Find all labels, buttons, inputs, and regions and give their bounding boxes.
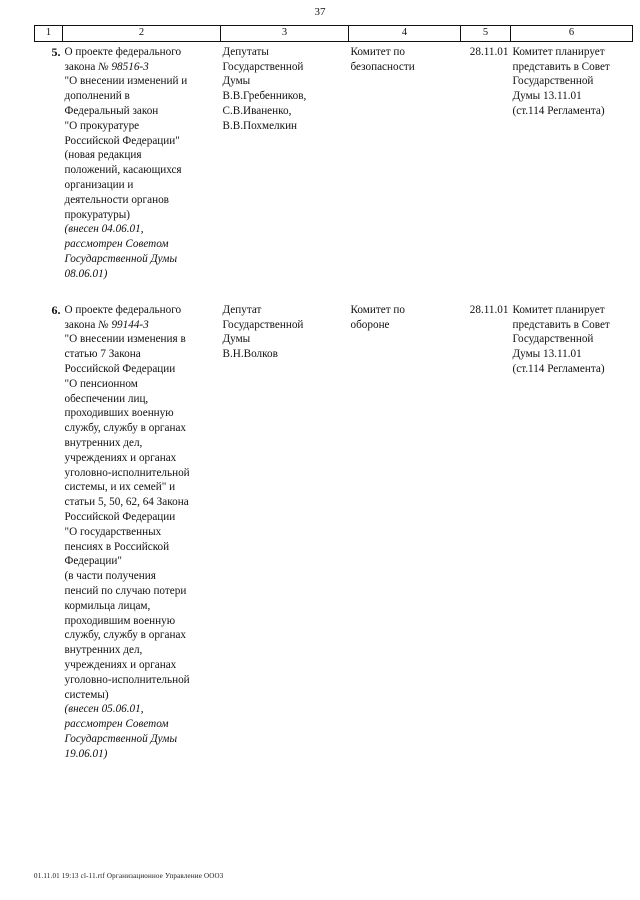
column-header-1: 1: [35, 26, 63, 42]
review-date: 28.11.01: [469, 45, 509, 58]
text-line: Думы 13.11.01: [512, 348, 582, 361]
text-line: службу, службу в органах: [64, 629, 187, 642]
text-line: Комитет планирует: [512, 303, 605, 316]
text-line: дополнений в: [64, 90, 130, 103]
bill-subject: [63, 41, 221, 300]
text-line: Думы 13.11.01: [512, 90, 582, 103]
responsible-committee: [349, 300, 461, 773]
text-line: внутренних дел,: [64, 436, 143, 449]
text-line: Депутаты: [222, 45, 269, 58]
text-line: системы): [64, 688, 109, 701]
text-line: (внесен 04.06.01,: [64, 223, 144, 236]
text-line: "О внесении изменений и: [64, 75, 188, 88]
text-line: Государственной: [222, 60, 304, 73]
text-line: Российской Федерации": [64, 134, 180, 147]
text-line: деятельности органов: [64, 193, 169, 206]
text-line: Российской Федерации: [64, 510, 176, 523]
text-line: Думы: [222, 333, 251, 346]
text-line: (новая редакция: [64, 149, 142, 162]
law-number: № 98516-3: [98, 60, 149, 73]
responsible-committee: [349, 41, 461, 300]
subject-title-line: О проекте федерального: [64, 45, 182, 58]
column-header-5: 5: [461, 26, 511, 42]
text-line: статьи 5, 50, 62, 64 Закона: [64, 496, 189, 509]
text-line: Комитет планирует: [512, 45, 605, 58]
text-line: Думы: [222, 75, 251, 88]
text-line: учреждениях и органах: [64, 451, 177, 464]
subject-body: [65, 74, 219, 222]
law-number: № 99144-3: [98, 318, 149, 331]
text-line: безопасности: [350, 60, 415, 73]
text-line: "О прокуратуре: [64, 119, 140, 132]
text-line: В.Н.Волков: [222, 348, 278, 361]
bill-author: [221, 300, 349, 773]
subject-body: [65, 332, 219, 702]
text-line: рассмотрен Советом: [64, 718, 169, 731]
text-line: пенсий по случаю потери: [64, 584, 187, 597]
text-line: проходивших военную: [64, 407, 174, 420]
table-row: [35, 41, 633, 300]
text-line: "О внесении изменения в: [64, 333, 186, 346]
text-line: Комитет по: [350, 303, 405, 316]
subject-note: [65, 222, 219, 281]
column-numbers-row: [35, 26, 633, 42]
text-line: учреждениях и органах: [64, 658, 177, 671]
text-line: (ст.114 Регламента): [512, 104, 605, 117]
bills-table: [34, 25, 633, 773]
text-line: внутренних дел,: [64, 644, 143, 657]
text-line: проходившим военную: [64, 614, 176, 627]
text-line: прокуратуры): [64, 208, 130, 221]
text-line: (ст.114 Регламента): [512, 362, 605, 375]
text-line: уголовно-исполнительной: [64, 466, 190, 479]
law-prefix: закона: [64, 60, 99, 73]
subject-title-line: О проекте федерального: [64, 303, 182, 316]
text-line: представить в Совет: [512, 60, 610, 73]
column-header-2: 2: [63, 26, 221, 42]
text-line: (внесен 05.06.01,: [64, 703, 144, 716]
text-line: службу, службу в органах: [64, 422, 187, 435]
text-line: Депутат: [222, 303, 262, 316]
bill-subject: [63, 300, 221, 773]
bill-author: [221, 41, 349, 300]
text-line: статью 7 Закона: [64, 348, 141, 361]
text-line: Федерации": [64, 555, 122, 568]
row-number: 5.: [51, 44, 61, 59]
text-line: В.В.Похмелкин: [222, 119, 298, 132]
status-note: [511, 300, 633, 773]
text-line: рассмотрен Советом: [64, 238, 169, 251]
status-note: [511, 41, 633, 300]
text-line: Государственной: [512, 333, 594, 346]
text-line: 08.06.01): [64, 267, 108, 280]
law-prefix: закона: [64, 318, 99, 331]
text-line: положений, касающихся: [64, 164, 182, 177]
text-line: Государственной Думы: [64, 252, 178, 265]
text-line: Государственной Думы: [64, 732, 178, 745]
column-header-4: 4: [349, 26, 461, 42]
text-line: "О государственных: [64, 525, 162, 538]
table-row: [35, 300, 633, 773]
column-header-6: 6: [511, 26, 633, 42]
text-line: уголовно-исполнительной: [64, 673, 190, 686]
text-line: Государственной: [512, 75, 594, 88]
text-line: (в части получения: [64, 570, 156, 583]
review-date: 28.11.01: [469, 303, 509, 316]
text-line: Федеральный закон: [64, 104, 159, 117]
text-line: Государственной: [222, 318, 304, 331]
text-line: Комитет по: [350, 45, 405, 58]
subject-note: [65, 702, 219, 761]
text-line: 19.06.01): [64, 747, 108, 760]
text-line: представить в Совет: [512, 318, 610, 331]
column-header-3: 3: [221, 26, 349, 42]
row-number: 6.: [51, 302, 61, 317]
text-line: кормильца лицам,: [64, 599, 151, 612]
page-number: 37: [314, 6, 326, 18]
text-line: системы, и их семей" и: [64, 481, 176, 494]
text-line: Российской Федерации: [64, 362, 176, 375]
text-line: организации и: [64, 178, 134, 191]
document-footer: 01.11.01 19:13 cl-11.rtf Организационное Управление ООО3: [34, 872, 224, 880]
text-line: обеспечении лиц,: [64, 392, 149, 405]
text-line: С.В.Иваненко,: [222, 104, 292, 117]
text-line: В.В.Гребенников,: [222, 90, 307, 103]
text-line: "О пенсионном: [64, 377, 138, 390]
text-line: обороне: [350, 318, 390, 331]
text-line: пенсиях в Российской: [64, 540, 170, 553]
